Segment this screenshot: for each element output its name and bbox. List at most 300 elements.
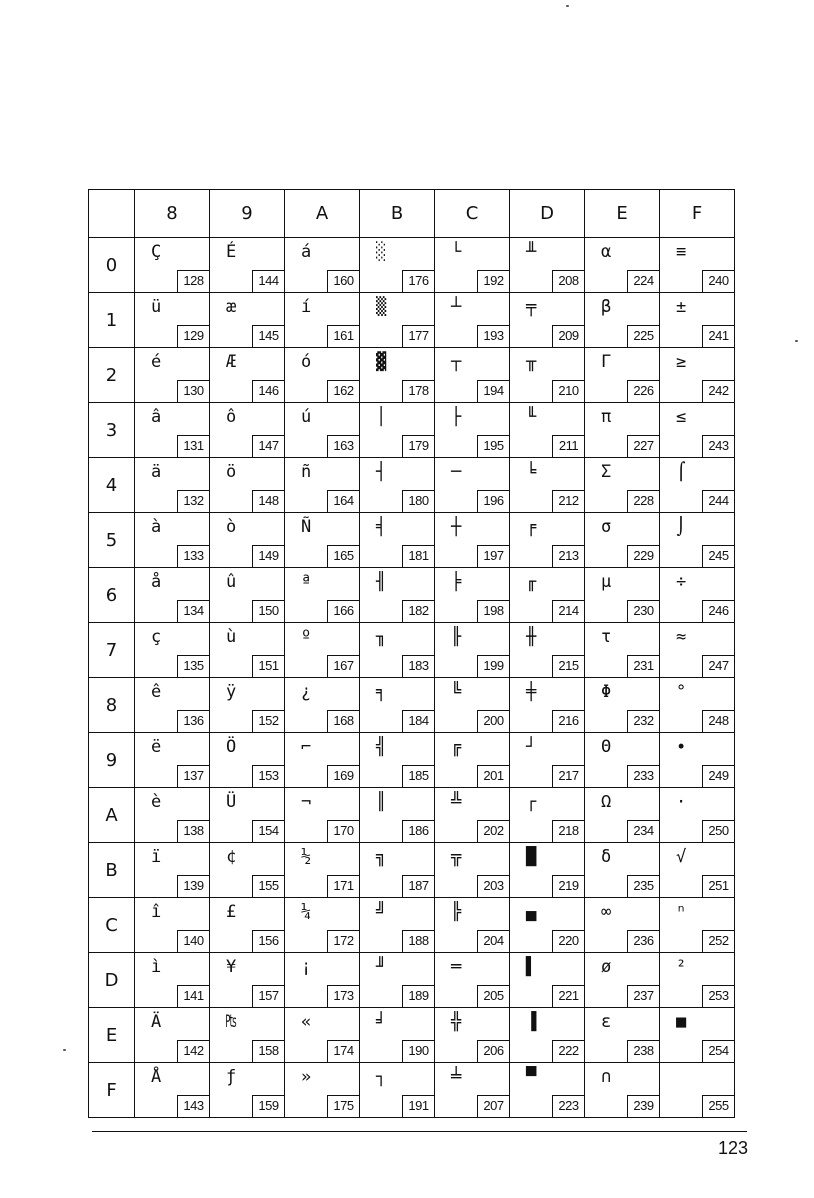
- character-glyph: √: [676, 847, 687, 867]
- character-glyph: ┐: [376, 1067, 387, 1087]
- table-cell: [285, 403, 360, 458]
- table-cell: [585, 953, 660, 1008]
- table-cell: [360, 293, 435, 348]
- decimal-code-box: 238: [627, 1040, 659, 1062]
- character-glyph: ü: [151, 297, 162, 317]
- character-glyph: ò: [226, 517, 237, 537]
- decimal-code-box: 131: [177, 435, 209, 457]
- table-cell: [285, 513, 360, 568]
- decimal-code-box: 212: [552, 490, 584, 512]
- column-header: C: [435, 190, 510, 238]
- table-cell: [660, 238, 735, 293]
- character-glyph: ╥: [526, 352, 537, 372]
- table-cell: [360, 843, 435, 898]
- row-header: 2: [89, 348, 135, 403]
- character-glyph: ≥: [676, 352, 687, 372]
- character-glyph: ╣: [376, 737, 387, 757]
- decimal-code-box: 193: [477, 325, 509, 347]
- decimal-code-box: 160: [327, 270, 359, 292]
- table-cell: [435, 843, 510, 898]
- table-cell: [585, 678, 660, 733]
- character-glyph: σ: [601, 517, 612, 537]
- row-header: D: [89, 953, 135, 1008]
- decimal-code-box: 168: [327, 710, 359, 732]
- decimal-code-box: 250: [702, 820, 734, 842]
- decimal-code-box: 145: [252, 325, 284, 347]
- table-cell: [660, 898, 735, 953]
- table-row: [89, 348, 735, 403]
- character-glyph: â: [151, 407, 162, 427]
- table-cell: [135, 898, 210, 953]
- decimal-code-box: 150: [252, 600, 284, 622]
- character-glyph: ú: [301, 407, 312, 427]
- table-row: [89, 293, 735, 348]
- character-glyph: Æ: [226, 352, 237, 372]
- row-header: 0: [89, 238, 135, 293]
- character-glyph: ╟: [451, 627, 462, 647]
- decimal-code-box: 181: [402, 545, 434, 567]
- character-glyph: Ñ: [301, 517, 312, 537]
- decimal-code-box: 198: [477, 600, 509, 622]
- character-glyph: ╢: [376, 572, 387, 592]
- decimal-code-box: 249: [702, 765, 734, 787]
- decimal-code-box: 149: [252, 545, 284, 567]
- row-header: B: [89, 843, 135, 898]
- character-glyph: ╦: [451, 847, 462, 867]
- character-glyph: û: [226, 572, 237, 592]
- table-cell: [435, 238, 510, 293]
- table-cell: [285, 843, 360, 898]
- character-glyph: ╡: [376, 517, 387, 537]
- character-glyph: æ: [226, 297, 237, 317]
- character-glyph: β: [601, 297, 612, 317]
- character-glyph: á: [301, 242, 312, 262]
- character-glyph: ·: [676, 792, 687, 812]
- table-cell: [585, 788, 660, 843]
- character-glyph: î: [151, 902, 162, 922]
- decimal-code-box: 147: [252, 435, 284, 457]
- table-cell: [360, 678, 435, 733]
- character-glyph: É: [226, 242, 237, 262]
- table-cell: [585, 568, 660, 623]
- decimal-code-box: 200: [477, 710, 509, 732]
- decimal-code-box: 224: [627, 270, 659, 292]
- decimal-code-box: 151: [252, 655, 284, 677]
- table-cell: [660, 953, 735, 1008]
- decimal-code-box: 165: [327, 545, 359, 567]
- table-cell: [510, 733, 585, 788]
- decimal-code-box: 209: [552, 325, 584, 347]
- table-cell: [210, 568, 285, 623]
- decimal-code-box: 148: [252, 490, 284, 512]
- column-header: A: [285, 190, 360, 238]
- decimal-code-box: 239: [627, 1095, 659, 1117]
- column-header-row: [89, 190, 735, 238]
- character-glyph: ö: [226, 462, 237, 482]
- decimal-code-box: 230: [627, 600, 659, 622]
- decimal-code-box: 236: [627, 930, 659, 952]
- table-cell: [285, 953, 360, 1008]
- table-cell: [510, 568, 585, 623]
- decimal-code-box: 135: [177, 655, 209, 677]
- character-glyph: ≈: [676, 627, 687, 647]
- decimal-code-box: 207: [477, 1095, 509, 1117]
- character-glyph: Γ: [601, 352, 612, 372]
- table-cell: [585, 843, 660, 898]
- row-header: 3: [89, 403, 135, 458]
- decimal-code-box: 191: [402, 1095, 434, 1117]
- scan-speck: [63, 1049, 66, 1051]
- table-cell: [360, 733, 435, 788]
- table-cell: [360, 623, 435, 678]
- table-cell: [660, 678, 735, 733]
- table-cell: [285, 898, 360, 953]
- character-glyph: °: [676, 682, 687, 702]
- table-cell: [435, 623, 510, 678]
- table-cell: [360, 953, 435, 1008]
- decimal-code-box: 220: [552, 930, 584, 952]
- row-header: A: [89, 788, 135, 843]
- table-cell: [210, 843, 285, 898]
- decimal-code-box: 195: [477, 435, 509, 457]
- row-header: C: [89, 898, 135, 953]
- character-glyph: Å: [151, 1067, 162, 1087]
- table-cell: [210, 1008, 285, 1063]
- decimal-code-box: 245: [702, 545, 734, 567]
- decimal-code-box: 170: [327, 820, 359, 842]
- decimal-code-box: 169: [327, 765, 359, 787]
- table-cell: [285, 788, 360, 843]
- table-cell: [135, 953, 210, 1008]
- table-cell: [210, 458, 285, 513]
- decimal-code-box: 171: [327, 875, 359, 897]
- table-cell: [660, 1008, 735, 1063]
- table-cell: [435, 458, 510, 513]
- table-cell: [510, 623, 585, 678]
- table-cell: [360, 898, 435, 953]
- table-cell: [285, 623, 360, 678]
- table-cell: [360, 1063, 435, 1118]
- table-cell: [585, 1063, 660, 1118]
- decimal-code-box: 204: [477, 930, 509, 952]
- table-cell: [510, 513, 585, 568]
- character-glyph: ┴: [451, 297, 462, 317]
- decimal-code-box: 243: [702, 435, 734, 457]
- character-glyph: ë: [151, 737, 162, 757]
- character-glyph: ╫: [526, 627, 537, 647]
- decimal-code-box: 182: [402, 600, 434, 622]
- character-glyph: Ç: [151, 242, 162, 262]
- table-cell: [510, 458, 585, 513]
- table-row: [89, 788, 735, 843]
- table-cell: [660, 1063, 735, 1118]
- table-cell: [135, 513, 210, 568]
- table-cell: [285, 1008, 360, 1063]
- character-glyph: ₧: [226, 1012, 237, 1032]
- decimal-code-box: 136: [177, 710, 209, 732]
- decimal-code-box: 143: [177, 1095, 209, 1117]
- table-cell: [585, 238, 660, 293]
- decimal-code-box: 153: [252, 765, 284, 787]
- decimal-code-box: 227: [627, 435, 659, 457]
- character-glyph: ε: [601, 1012, 612, 1032]
- decimal-code-box: 242: [702, 380, 734, 402]
- character-glyph: ▐: [526, 1012, 537, 1032]
- character-glyph: ┼: [451, 517, 462, 537]
- table-cell: [660, 348, 735, 403]
- table-cell: [585, 513, 660, 568]
- table-cell: [435, 953, 510, 1008]
- decimal-code-box: 255: [702, 1095, 734, 1117]
- column-header: D: [510, 190, 585, 238]
- character-glyph: ¼: [301, 902, 312, 922]
- decimal-code-box: 174: [327, 1040, 359, 1062]
- decimal-code-box: 202: [477, 820, 509, 842]
- decimal-code-box: 246: [702, 600, 734, 622]
- table-cell: [285, 293, 360, 348]
- decimal-code-box: 240: [702, 270, 734, 292]
- table-cell: [510, 403, 585, 458]
- table-row: [89, 623, 735, 678]
- table-row: [89, 513, 735, 568]
- scan-speck: [566, 5, 569, 7]
- decimal-code-box: 183: [402, 655, 434, 677]
- table-cell: [210, 513, 285, 568]
- decimal-code-box: 203: [477, 875, 509, 897]
- table-cell: [435, 733, 510, 788]
- table-row: [89, 1063, 735, 1118]
- character-glyph: ï: [151, 847, 162, 867]
- character-glyph: ╘: [526, 462, 537, 482]
- table-cell: [285, 238, 360, 293]
- character-glyph: ▄: [526, 902, 537, 922]
- column-header: 9: [210, 190, 285, 238]
- character-glyph: ╞: [451, 572, 462, 592]
- character-glyph: ╧: [451, 1067, 462, 1087]
- decimal-code-box: 157: [252, 985, 284, 1007]
- table-cell: [135, 238, 210, 293]
- table-cell: [210, 788, 285, 843]
- table-cell: [210, 898, 285, 953]
- character-glyph: º: [301, 627, 312, 647]
- table-cell: [360, 568, 435, 623]
- table-cell: [585, 1008, 660, 1063]
- character-glyph: ├: [451, 407, 462, 427]
- character-glyph: ╖: [376, 627, 387, 647]
- decimal-code-box: 234: [627, 820, 659, 842]
- table-cell: [435, 403, 510, 458]
- table-cell: [585, 458, 660, 513]
- character-glyph: ┌: [526, 792, 537, 812]
- character-glyph: ─: [451, 462, 462, 482]
- table-cell: [435, 568, 510, 623]
- table-cell: [135, 293, 210, 348]
- character-glyph: ¢: [226, 847, 237, 867]
- table-cell: [285, 678, 360, 733]
- decimal-code-box: 254: [702, 1040, 734, 1062]
- character-glyph: Φ: [601, 682, 612, 702]
- decimal-code-box: 137: [177, 765, 209, 787]
- character-glyph: é: [151, 352, 162, 372]
- row-header: F: [89, 1063, 135, 1118]
- character-glyph: ¬: [301, 792, 312, 812]
- character-glyph: ╕: [376, 682, 387, 702]
- character-glyph: Σ: [601, 462, 612, 482]
- decimal-code-box: 154: [252, 820, 284, 842]
- decimal-code-box: 218: [552, 820, 584, 842]
- character-glyph: ╝: [376, 902, 387, 922]
- character-glyph: ÷: [676, 572, 687, 592]
- decimal-code-box: 228: [627, 490, 659, 512]
- table-cell: [285, 348, 360, 403]
- table-cell: [135, 788, 210, 843]
- table-cell: [135, 733, 210, 788]
- character-glyph: τ: [601, 627, 612, 647]
- character-glyph: ╬: [451, 1012, 462, 1032]
- table-cell: [135, 1063, 210, 1118]
- row-header: 4: [89, 458, 135, 513]
- table-cell: [135, 623, 210, 678]
- decimal-code-box: 159: [252, 1095, 284, 1117]
- character-glyph: ä: [151, 462, 162, 482]
- decimal-code-box: 172: [327, 930, 359, 952]
- decimal-code-box: 144: [252, 270, 284, 292]
- character-glyph: ┘: [526, 737, 537, 757]
- decimal-code-box: 132: [177, 490, 209, 512]
- character-glyph: ç: [151, 627, 162, 647]
- table-cell: [660, 458, 735, 513]
- table-cell: [660, 788, 735, 843]
- table-cell: [210, 403, 285, 458]
- table-cell: [210, 1063, 285, 1118]
- table-row: [89, 1008, 735, 1063]
- character-glyph: ╒: [526, 517, 537, 537]
- character-glyph: █: [526, 847, 537, 867]
- decimal-code-box: 187: [402, 875, 434, 897]
- table-cell: [660, 843, 735, 898]
- decimal-code-box: 186: [402, 820, 434, 842]
- table-cell: [585, 623, 660, 678]
- decimal-code-box: 134: [177, 600, 209, 622]
- decimal-code-box: 173: [327, 985, 359, 1007]
- decimal-code-box: 192: [477, 270, 509, 292]
- character-glyph: ⌠: [676, 462, 687, 482]
- decimal-code-box: 216: [552, 710, 584, 732]
- character-glyph: ╗: [376, 847, 387, 867]
- table-cell: [435, 678, 510, 733]
- character-glyph: ⌡: [676, 517, 687, 537]
- row-header: 1: [89, 293, 135, 348]
- character-glyph: │: [376, 407, 387, 427]
- character-glyph: ┬: [451, 352, 462, 372]
- table-cell: [585, 733, 660, 788]
- decimal-code-box: 158: [252, 1040, 284, 1062]
- character-glyph: ╠: [451, 902, 462, 922]
- decimal-code-box: 199: [477, 655, 509, 677]
- decimal-code-box: 229: [627, 545, 659, 567]
- decimal-code-box: 185: [402, 765, 434, 787]
- decimal-code-box: 166: [327, 600, 359, 622]
- table-row: [89, 843, 735, 898]
- decimal-code-box: 205: [477, 985, 509, 1007]
- decimal-code-box: 142: [177, 1040, 209, 1062]
- character-glyph: ╛: [376, 1012, 387, 1032]
- decimal-code-box: 184: [402, 710, 434, 732]
- character-glyph: ▓: [376, 352, 387, 372]
- decimal-code-box: 221: [552, 985, 584, 1007]
- decimal-code-box: 215: [552, 655, 584, 677]
- decimal-code-box: 225: [627, 325, 659, 347]
- character-glyph: Θ: [601, 737, 612, 757]
- character-glyph: ª: [301, 572, 312, 592]
- table-row: [89, 733, 735, 788]
- character-glyph: ó: [301, 352, 312, 372]
- character-glyph: ⌐: [301, 737, 312, 757]
- table-cell: [510, 1063, 585, 1118]
- table-cell: [435, 1008, 510, 1063]
- table-cell: [210, 293, 285, 348]
- character-glyph: └: [451, 242, 462, 262]
- table-cell: [360, 348, 435, 403]
- character-glyph: ╩: [451, 792, 462, 812]
- character-glyph: Ö: [226, 737, 237, 757]
- decimal-code-box: 217: [552, 765, 584, 787]
- column-header: B: [360, 190, 435, 238]
- character-glyph: ì: [151, 957, 162, 977]
- decimal-code-box: 156: [252, 930, 284, 952]
- decimal-code-box: 130: [177, 380, 209, 402]
- table-cell: [660, 568, 735, 623]
- table-row: [89, 953, 735, 1008]
- decimal-code-box: 206: [477, 1040, 509, 1062]
- decimal-code-box: 141: [177, 985, 209, 1007]
- table-cell: [510, 678, 585, 733]
- character-glyph: ┤: [376, 462, 387, 482]
- table-cell: [210, 348, 285, 403]
- table-cell: [585, 898, 660, 953]
- footer-rule: [92, 1131, 747, 1132]
- table-cell: [510, 1008, 585, 1063]
- table-row: [89, 238, 735, 293]
- character-glyph: ╙: [526, 407, 537, 427]
- table-cell: [660, 403, 735, 458]
- character-glyph: í: [301, 297, 312, 317]
- decimal-code-box: 138: [177, 820, 209, 842]
- character-glyph: «: [301, 1012, 312, 1032]
- character-glyph: à: [151, 517, 162, 537]
- decimal-code-box: 164: [327, 490, 359, 512]
- character-glyph: ñ: [301, 462, 312, 482]
- decimal-code-box: 219: [552, 875, 584, 897]
- table-cell: [435, 898, 510, 953]
- character-glyph: α: [601, 242, 612, 262]
- decimal-code-box: 214: [552, 600, 584, 622]
- character-glyph: ╪: [526, 682, 537, 702]
- character-glyph: £: [226, 902, 237, 922]
- decimal-code-box: 210: [552, 380, 584, 402]
- table-cell: [210, 678, 285, 733]
- table-cell: [660, 733, 735, 788]
- character-glyph: ≡: [676, 242, 687, 262]
- character-glyph: ≤: [676, 407, 687, 427]
- character-glyph: ╚: [451, 682, 462, 702]
- decimal-code-box: 223: [552, 1095, 584, 1117]
- table-cell: [510, 293, 585, 348]
- table-row: [89, 403, 735, 458]
- character-glyph: ÿ: [226, 682, 237, 702]
- decimal-code-box: 188: [402, 930, 434, 952]
- character-glyph: ∞: [601, 902, 612, 922]
